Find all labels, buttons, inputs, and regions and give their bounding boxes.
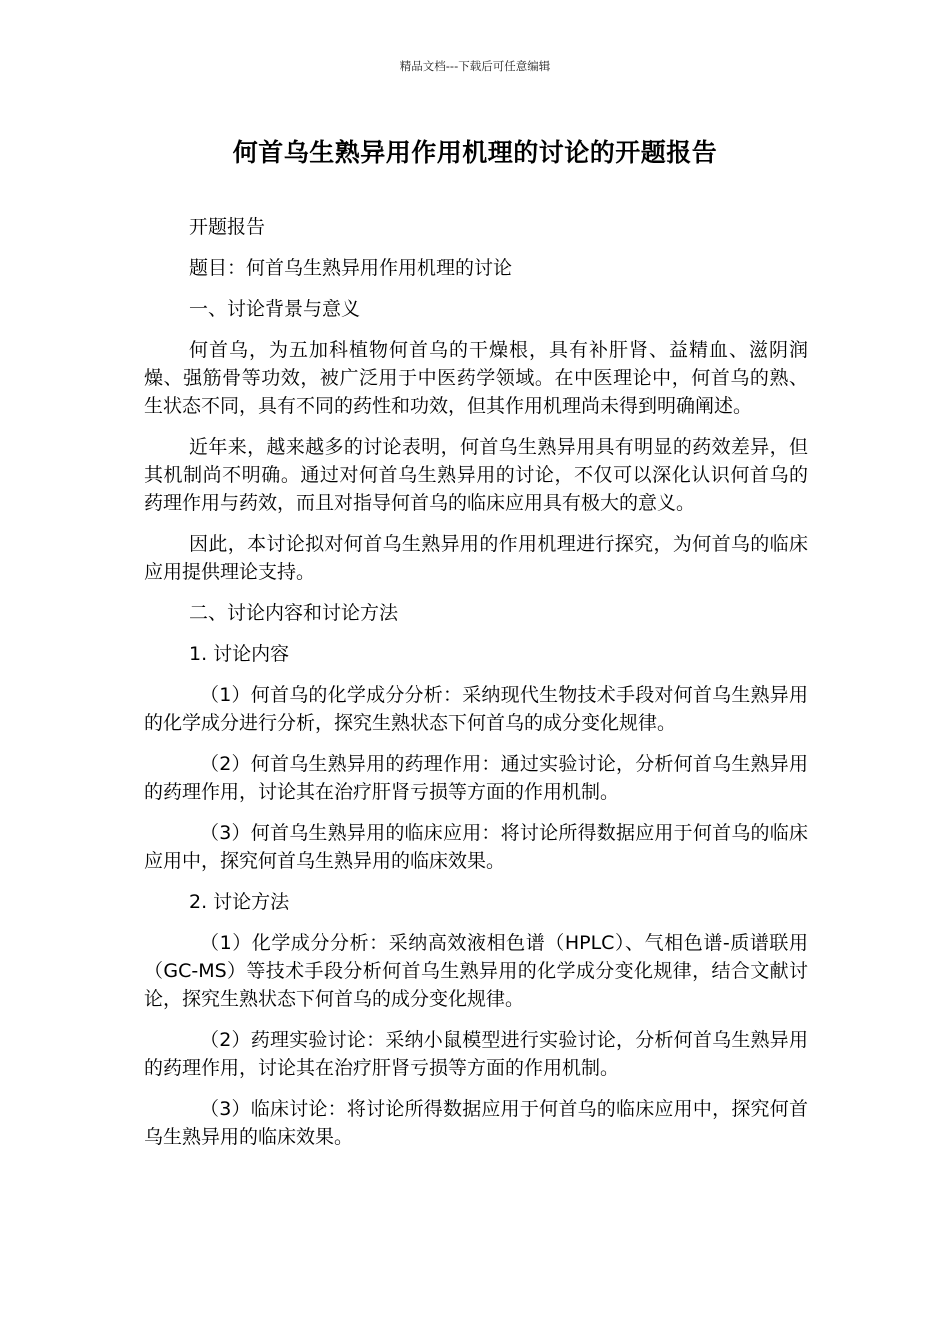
method-item-1: （1）化学成分分析：采纳高效液相色谱（HPLC）、气相色谱-质谱联用（GC-MS）等技术手段分析何首乌生熟异用的化学成分变化规律，结合文献讨论，探究生熟状态下何首乌的成分变化规律。: [144, 932, 808, 1010]
section-heading-content-methods: 二、讨论内容和讨论方法: [189, 602, 399, 624]
content-item-1: （1）何首乌的化学成分分析：采纳现代生物技术手段对何首乌生熟异用的化学成分进行分析，探究生熟状态下何首乌的成分变化规律。: [144, 684, 808, 734]
content-item-2: （2）何首乌生熟异用的药理作用：通过实验讨论，分析何首乌生熟异用的药理作用，讨论其在治疗肝肾亏损等方面的作用机制。: [144, 753, 808, 803]
subheading-methods: 2. 讨论方法: [189, 891, 290, 913]
paragraph-background-3: 因此，本讨论拟对何首乌生熟异用的作用机理进行探究，为何首乌的临床应用提供理论支持。: [144, 533, 808, 583]
paragraph-background-2: 近年来，越来越多的讨论表明，何首乌生熟异用具有明显的药效差异，但其机制尚不明确。通过对何首乌生熟异用的讨论，不仅可以深化认识何首乌的药理作用与药效，而且对指导何首乌的临床应用具有极大的意义。: [144, 436, 808, 514]
method-item-2: （2）药理实验讨论：采纳小鼠模型进行实验讨论，分析何首乌生熟异用的药理作用，讨论其在治疗肝肾亏损等方面的作用机制。: [144, 1029, 808, 1079]
document-title: 何首乌生熟异用作用机理的讨论的开题报告: [232, 138, 718, 167]
paragraph-topic: 题目：何首乌生熟异用作用机理的讨论: [189, 257, 513, 279]
document-body: [144, 213, 808, 1164]
paragraph-report-label: 开题报告: [189, 216, 266, 238]
header-note: 精品文档---下载后可任意编辑: [399, 59, 551, 73]
subheading-content: 1. 讨论内容: [189, 643, 290, 665]
section-heading-background: 一、讨论背景与意义: [189, 298, 361, 320]
paragraph-background-1: 何首乌，为五加科植物何首乌的干燥根，具有补肝肾、益精血、滋阴润燥、强筋骨等功效，被广泛用于中医药学领域。在中医理论中，何首乌的熟、生状态不同，具有不同的药性和功效，但其作用机理尚未得到明确阐述。: [144, 339, 808, 417]
method-item-3: （3）临床讨论：将讨论所得数据应用于何首乌的临床应用中，探究何首乌生熟异用的临床效果。: [144, 1098, 808, 1148]
content-item-3: （3）何首乌生熟异用的临床应用：将讨论所得数据应用于何首乌的临床应用中，探究何首乌生熟异用的临床效果。: [144, 822, 808, 872]
